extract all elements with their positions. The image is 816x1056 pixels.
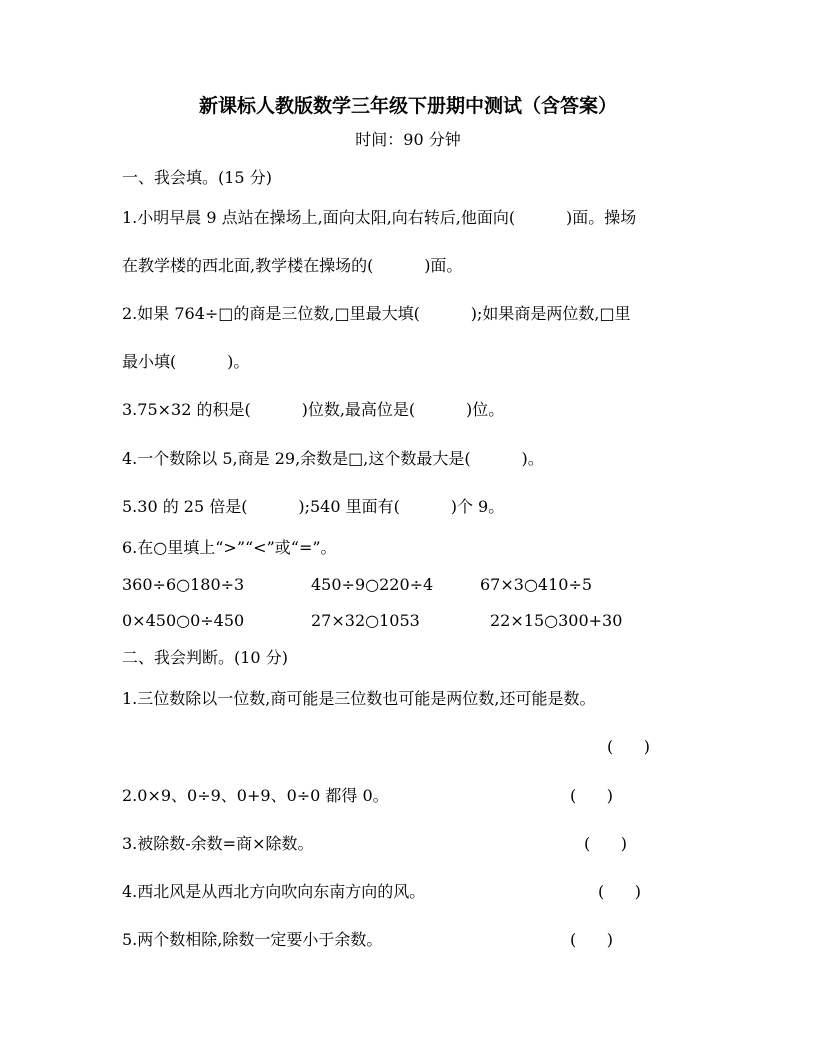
- judge-item-5: 5.两个数相除,除数一定要小于余数。: [122, 930, 383, 949]
- question-4: 4.一个数除以 5,商是 29,余数是□,这个数最大是( )。: [122, 449, 544, 468]
- compare-item: 0×450○0÷450: [122, 611, 245, 630]
- compare-item: 450÷9○220÷4: [311, 575, 434, 594]
- question-1-line-1: 1.小明早晨 9 点站在操场上,面向太阳,向右转后,他面向( )面。操场: [122, 208, 637, 227]
- judge-item-1: 1.三位数除以一位数,商可能是三位数也可能是两位数,还可能是数。: [122, 689, 596, 708]
- question-3: 3.75×32 的积是( )位数,最高位是( )位。: [122, 400, 505, 419]
- question-1-line-2: 在教学楼的西北面,教学楼在操场的( )面。: [122, 256, 463, 275]
- question-5: 5.30 的 25 倍是( );540 里面有( )个 9。: [122, 497, 505, 516]
- compare-item: 67×3○410÷5: [480, 575, 593, 594]
- compare-item: 360÷6○180÷3: [122, 575, 245, 594]
- judge-answer-blank-2: ( ): [570, 786, 613, 805]
- section2-heading: 二、我会判断。(10 分): [122, 648, 288, 667]
- time-limit: 时间：90 分钟: [355, 130, 461, 149]
- judge-item-2: 2.0×9、0÷9、0+9、0÷0 都得 0。: [122, 786, 389, 805]
- compare-item: 22×15○300+30: [490, 611, 623, 630]
- judge-answer-blank-1: ( ): [607, 737, 650, 756]
- question-2-line-1: 2.如果 764÷□的商是三位数,□里最大填( );如果商是两位数,□里: [122, 304, 631, 323]
- section1-heading: 一、我会填。(15 分): [122, 168, 272, 187]
- page-title: 新课标人教版数学三年级下册期中测试（含答案）: [198, 95, 617, 117]
- judge-answer-blank-5: ( ): [570, 930, 613, 949]
- judge-answer-blank-3: ( ): [584, 834, 627, 853]
- question-6: 6.在○里填上“>”“<”或“=”。: [122, 538, 337, 557]
- judge-item-4: 4.西北风是从西北方向吹向东南方向的风。: [122, 882, 426, 901]
- judge-answer-blank-4: ( ): [598, 882, 641, 901]
- judge-item-3: 3.被除数-余数=商×除数。: [122, 834, 314, 853]
- question-2-line-2: 最小填( )。: [122, 352, 250, 371]
- compare-item: 27×32○1053: [311, 611, 420, 630]
